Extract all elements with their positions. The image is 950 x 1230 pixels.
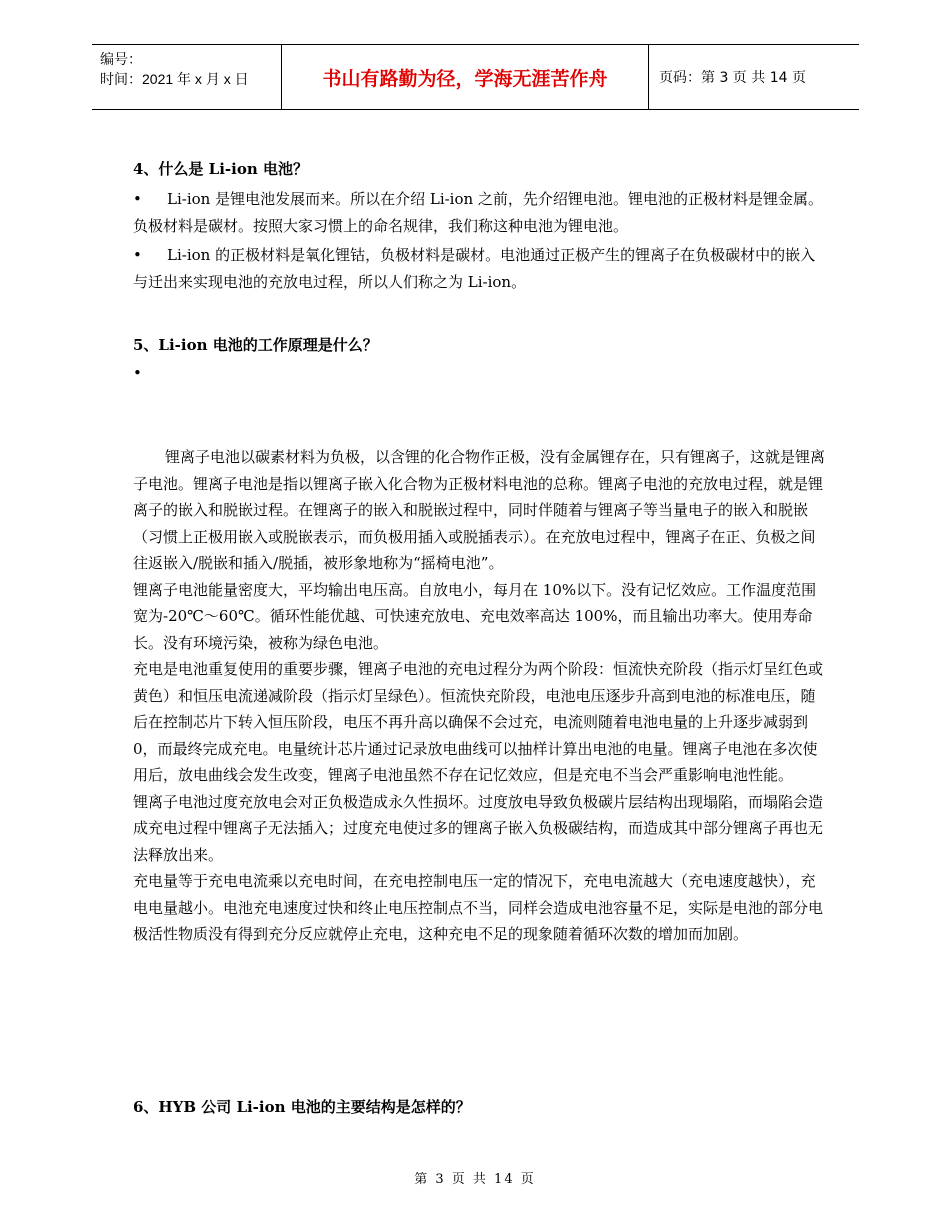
paragraph: 充电是电池重复使用的重要步骤，锂离子电池的充电过程分为两个阶段：恒流快充阶段（指示灯呈红色或黄色）和恒压电流递减阶段（指示灯呈绿色）。恒流快充阶段，电池电压逐步升高到电池的标准电压，随后在控制芯片下转入恒压阶段，电压不再升高以确保不会过充，电流则随着电池电量的上升逐步减弱到 0，而最终完成充电。电量统计芯片通过记录放电曲线可以抽样计算出电池的电量。锂离子电池在多次使用后，放电曲线会发生改变，锂离子电池虽然不存在记忆效应，但是充电不当会严重影响电池性能。	[133, 660, 824, 784]
header-time-label: 时间：2021 年 x 月 x 日	[100, 71, 249, 87]
section-5-heading: 5、Li-ion 电池的工作原理是什么？	[133, 336, 378, 354]
section-5-empty-bullet	[133, 360, 823, 387]
header-number-label: 编号：	[100, 51, 142, 67]
header-info	[92, 45, 282, 109]
header-motto: 书山有路勤为径，学海无涯苦作舟	[282, 45, 649, 109]
bullet-mark: •	[133, 246, 142, 264]
section-4-heading: 4、什么是 Li-ion 电池？	[133, 160, 308, 178]
section-4-bullet-2	[133, 242, 823, 295]
paragraph: 充电量等于充电电流乘以充电时间，在充电控制电压一定的情况下，充电电流越大（充电速度越快），充电电量越小。电池充电速度过快和终止电压控制点不当，同样会造成电池容量不足，实际是电池的部分电极活性物质没有得到充分反应就停止充电，这种充电不足的现象随着循环次数的增加而加剧。	[133, 872, 824, 943]
section-4-bullet-1	[133, 186, 823, 239]
page-footer: 第 3 页 共 14 页	[414, 1172, 536, 1187]
bullet-text: Li-ion 的正极材料是氧化锂钴，负极材料是碳材。电池通过正极产生的锂离子在负极碳材中的嵌入与迁出来实现电池的充放电过程，所以人们称之为 Li-ion。	[133, 246, 816, 291]
paragraph: 锂离子电池过度充放电会对正负极造成永久性损坏。过度放电导致负极碳片层结构出现塌陷，而塌陷会造成充电过程中锂离子无法插入；过度充电使过多的锂离子嵌入负极碳结构，而造成其中部分锂离子再也无法释放出来。	[133, 792, 824, 864]
header-page-label: 页码：第 3 页 共 14 页	[659, 70, 806, 86]
section-6-heading: 6、HYB 公司 Li-ion 电池的主要结构是怎样的？	[133, 1098, 471, 1116]
paragraph: 锂离子电池以碳素材料为负极，以含锂的化合物作正极，没有金属锂存在，只有锂离子，这就是锂离子电池。锂离子电池是指以锂离子嵌入化合物为正极材料电池的总称。锂离子电池的充放电过程，就是锂离子的嵌入和脱嵌过程。在锂离子的嵌入和脱嵌过程中，同时伴随着与锂离子等当量电子的嵌入和脱嵌（习惯上正极用嵌入或脱嵌表示，而负极用插入或脱插表示）。在充放电过程中，锂离子在正、负极之间往返嵌入/脱嵌和插入/脱插，被形象地称为“摇椅电池”。	[133, 448, 826, 572]
page-header	[92, 44, 859, 110]
bullet-mark: •	[133, 190, 142, 208]
bullet-mark: •	[133, 364, 142, 382]
section-5-body	[133, 444, 829, 948]
bullet-text: Li-ion 是锂电池发展而来。所以在介绍 Li-ion 之前，先介绍锂电池。锂电池的正极材料是锂金属。负极材料是碳材。按照大家习惯上的命名规律，我们称这种电池为锂电池。	[133, 190, 823, 235]
paragraph: 锂离子电池能量密度大，平均输出电压高。自放电小，每月在 10%以下。没有记忆效应。工作温度范围宽为-20℃～60℃。循环性能优越、可快速充放电、充电效率高达 100%，而且输出功率大。使用寿命长。没有环境污染，被称为绿色电池。	[133, 580, 817, 652]
